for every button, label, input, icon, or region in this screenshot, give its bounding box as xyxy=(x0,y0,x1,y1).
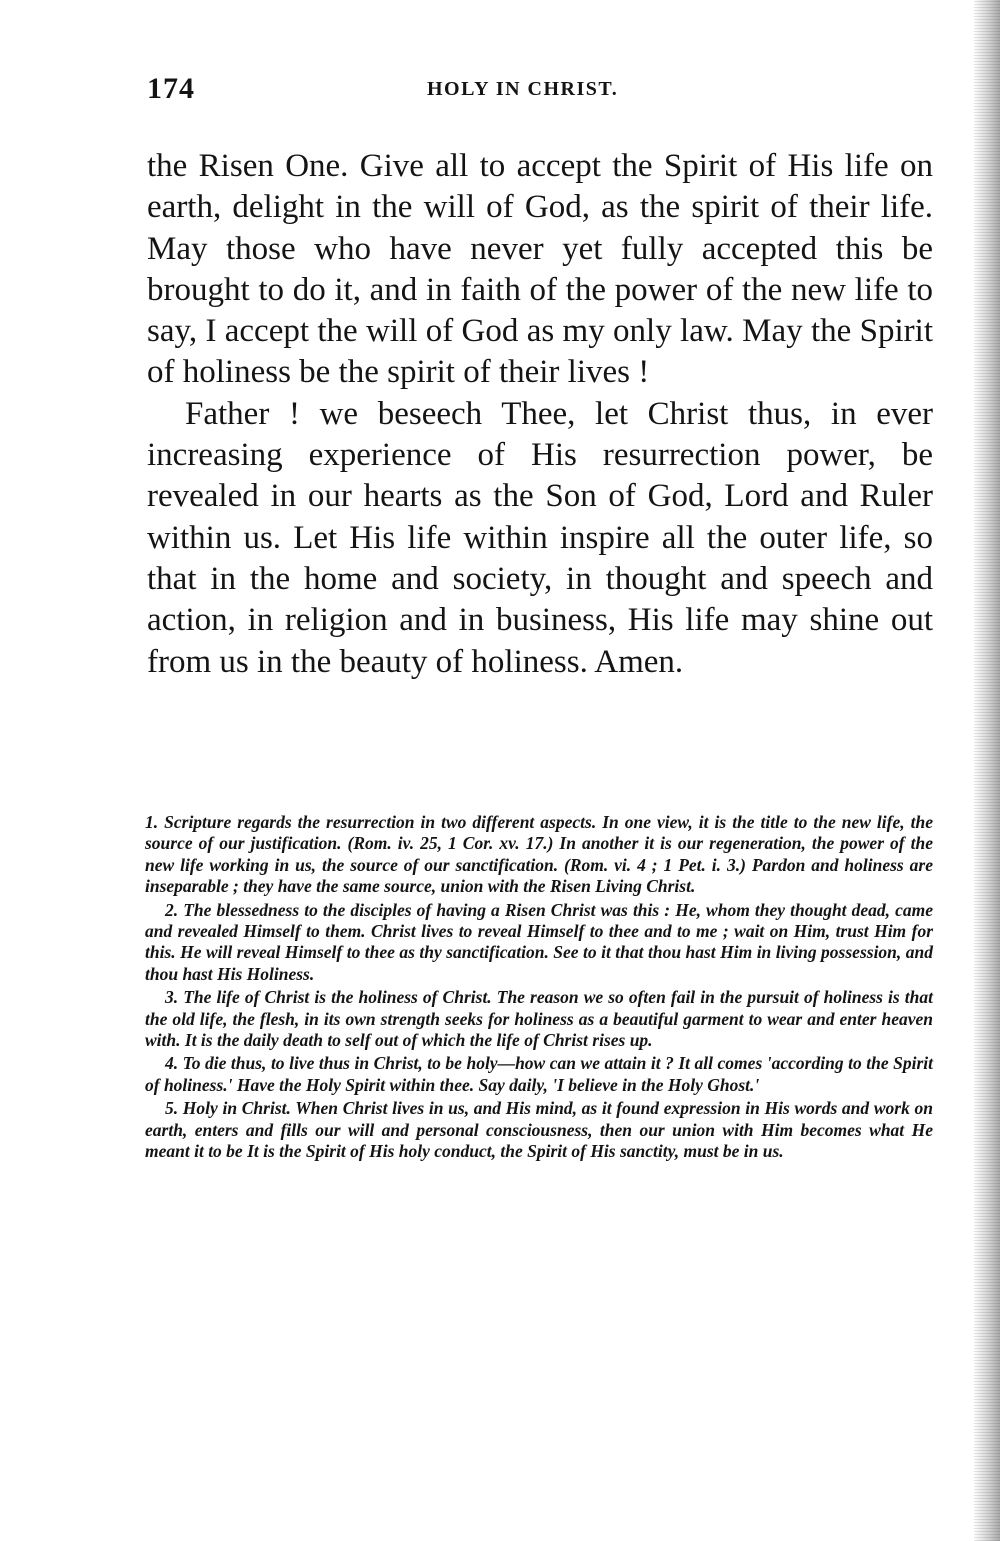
note-3: 3. The life of Christ is the holiness of Christ. The reason we so often fail in the pursuit of holiness is that the old life, the flesh, in its own strength seeks for holiness as a beautiful garment to wear and enter heaven with. It is the daily death to self out of which the life of Christ rises up. xyxy=(145,987,933,1051)
note-1: 1. Scripture regards the resurrection in two different aspects. In one view, it is the title to the new life, the source of our justification. (Rom. iv. 25, 1 Cor. xv. 17.) In another it is our regeneration, the power of the new life working in us, the source of our sanctification. (Rom. vi. 4 ; 1 Pet. i. 3.) Pardon and holiness are inseparable ; they have the same source, union with the Risen Living Christ. xyxy=(145,812,933,897)
main-text xyxy=(147,146,933,683)
footnotes xyxy=(145,812,933,1165)
note-2: 2. The blessedness to the disciples of having a Risen Christ was this : He, whom they thought dead, came and revealed Himself to them. Christ lives to reveal Himself to thee and to me ; wait on Him, trust Him for this. He will reveal Himself to thee as thy sanctification. See to it that thou hast Him in living possession, and thou hast His Holiness. xyxy=(145,899,933,984)
page-number: 174 xyxy=(147,72,195,105)
running-head: HOLY IN CHRIST. xyxy=(427,78,619,100)
note-4: 4. To die thus, to live thus in Christ, to be holy—how can we attain it ? It all comes 'according to the Spirit of holiness.' Have the Holy Spirit within thee. Say daily, 'I believe in the Holy Ghost.' xyxy=(145,1053,933,1095)
paragraph-1: the Risen One. Give all to accept the Spirit of His life on earth, delight in the will of God, as the spirit of their life. May those who have never yet fully accepted this be brought to do it, and in faith of the power of the new life to say, I accept the will of God as my only law. May the Spirit of holiness be the spirit of their lives ! xyxy=(147,148,933,391)
page-header xyxy=(147,72,932,108)
note-5: 5. Holy in Christ. When Christ lives in us, and His mind, as it found expression in His words and work on earth, enters and fills our will and personal consciousness, then our union with Him becomes what He meant it to be It is the Spirit of His holy conduct, the Spirit of His sanctity, must be in us. xyxy=(145,1098,933,1162)
page-edge-shadow xyxy=(974,0,1000,1541)
paragraph-2: Father ! we beseech Thee, let Christ thus, in ever increasing experience of His resurrection power, be revealed in our hearts as the Son of God, Lord and Ruler within us. Let His life within inspire all the outer life, so that in the home and society, in thought and speech and action, in religion and in business, His life may shine out from us in the beauty of holiness. Amen. xyxy=(147,395,933,680)
